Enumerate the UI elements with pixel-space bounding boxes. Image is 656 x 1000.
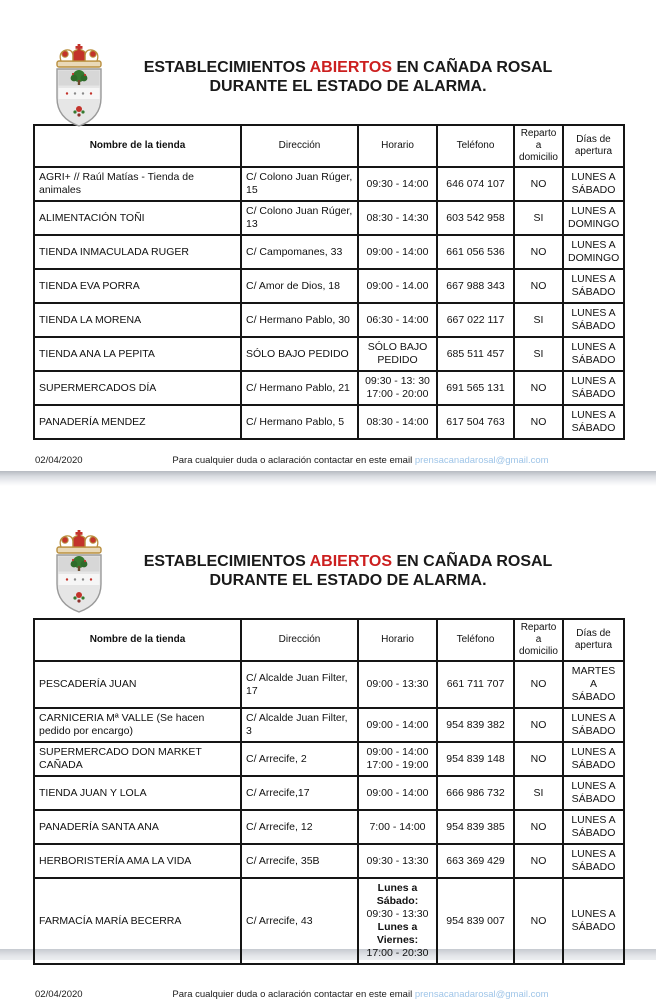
column-header-direccion: Dirección	[241, 619, 358, 661]
table-row	[34, 201, 624, 235]
cell-reparto: NO	[514, 810, 563, 844]
cell-direccion: C/ Arrecife, 43	[241, 878, 358, 964]
cell-dias: LUNES A SÁBADO	[563, 810, 624, 844]
column-header-dias: Días de apertura	[563, 619, 624, 661]
cell-dias: LUNES A SÁBADO	[563, 844, 624, 878]
page-header	[0, 0, 656, 124]
column-header-dias: Días de apertura	[563, 125, 624, 167]
cell-name: CARNICERIA Mª VALLE (Se hacen pedido por encargo)	[34, 708, 241, 742]
footer-email-link[interactable]: prensacanadarosal@gmail.com	[414, 455, 549, 466]
cell-telefono: 691 565 131	[437, 371, 514, 405]
cell-dias: LUNES A SÁBADO	[563, 269, 624, 303]
cell-telefono: 617 504 763	[437, 405, 514, 439]
table-row	[34, 776, 624, 810]
cell-reparto: SI	[514, 303, 563, 337]
cell-name: SUPERMERCADO DON MARKET CAÑADA	[34, 742, 241, 776]
cell-direccion: C/ Campomanes, 33	[241, 235, 358, 269]
cell-reparto: NO	[514, 167, 563, 201]
cell-dias: LUNES A SÁBADO	[563, 303, 624, 337]
document-title	[60, 552, 636, 590]
footer-message	[125, 455, 656, 466]
title-text-after: EN CAÑADA ROSAL	[392, 553, 553, 570]
column-header-name: Nombre de la tienda	[34, 619, 241, 661]
page-footer	[0, 455, 656, 466]
title-text-after: EN CAÑADA ROSAL	[392, 59, 553, 76]
horario-line: 17:00 - 20:30	[366, 947, 429, 959]
cell-direccion: C/ Hermano Pablo, 21	[241, 371, 358, 405]
horario-line: 09:30 - 13:30	[366, 908, 429, 920]
cell-direccion: SÓLO BAJO PEDIDO	[241, 337, 358, 371]
cell-horario: 09:30 - 13:30	[358, 844, 437, 878]
title-line2: DURANTE EL ESTADO DE ALARMA.	[209, 572, 487, 589]
column-header-horario: Horario	[358, 125, 437, 167]
cell-telefono: 661 711 707	[437, 661, 514, 708]
cell-horario: 09:00 - 14:00 17:00 - 19:00	[358, 742, 437, 776]
cell-direccion: C/ Arrecife, 35B	[241, 844, 358, 878]
cell-direccion: C/ Alcalde Juan Filter, 17	[241, 661, 358, 708]
table-row	[34, 661, 624, 708]
cell-dias: LUNES A SÁBADO	[563, 337, 624, 371]
cell-name: HERBORISTERÍA AMA LA VIDA	[34, 844, 241, 878]
cell-reparto: NO	[514, 708, 563, 742]
cell-horario: 06:30 - 14:00	[358, 303, 437, 337]
cell-dias: LUNES A SÁBADO	[563, 708, 624, 742]
horario-line: Lunes a Sábado:	[376, 882, 419, 907]
cell-reparto: NO	[514, 878, 563, 964]
table-row	[34, 405, 624, 439]
cell-reparto: NO	[514, 235, 563, 269]
page-break-divider	[0, 471, 656, 486]
table-row	[34, 742, 624, 776]
title-text: ESTABLECIMIENTOS	[143, 553, 310, 570]
page-2	[0, 486, 656, 1000]
cell-telefono: 661 056 536	[437, 235, 514, 269]
table-row	[34, 235, 624, 269]
cell-name: TIENDA LA MORENA	[34, 303, 241, 337]
cell-telefono: 667 022 117	[437, 303, 514, 337]
cell-horario: 09:30 - 13: 30 17:00 - 20:00	[358, 371, 437, 405]
table-header-row	[34, 619, 624, 661]
cell-horario: 09:00 - 14:00	[358, 235, 437, 269]
table-header-row	[34, 125, 624, 167]
table-row	[34, 878, 624, 964]
title-text: ESTABLECIMIENTOS	[143, 59, 310, 76]
page-header	[0, 486, 656, 618]
cell-telefono: 646 074 107	[437, 167, 514, 201]
cell-reparto: NO	[514, 742, 563, 776]
cell-horario: 09:00 - 14:00	[358, 776, 437, 810]
cell-dias: MARTES A SÁBADO	[563, 661, 624, 708]
horario-line: Lunes a Viernes:	[376, 921, 419, 946]
cell-name: SUPERMERCADOS DÍA	[34, 371, 241, 405]
cell-telefono: 663 369 429	[437, 844, 514, 878]
cell-horario: 08:30 - 14:30	[358, 201, 437, 235]
shops-table-page2	[33, 618, 625, 965]
page-footer	[0, 989, 656, 1000]
cell-horario: 09:00 - 13:30	[358, 661, 437, 708]
cell-reparto: NO	[514, 405, 563, 439]
document-title	[60, 58, 636, 96]
cell-name: TIENDA JUAN Y LOLA	[34, 776, 241, 810]
cell-reparto: SI	[514, 337, 563, 371]
column-header-name: Nombre de la tienda	[34, 125, 241, 167]
page-1	[0, 0, 656, 471]
title-abiertos-highlight: ABIERTOS	[309, 59, 393, 76]
title-abiertos-highlight: ABIERTOS	[309, 553, 393, 570]
cell-direccion: C/ Hermano Pablo, 30	[241, 303, 358, 337]
cell-name: TIENDA INMACULADA RUGER	[34, 235, 241, 269]
cell-direccion: C/ Alcalde Juan Filter, 3	[241, 708, 358, 742]
cell-telefono: 954 839 382	[437, 708, 514, 742]
cell-horario: 08:30 - 14:00	[358, 405, 437, 439]
footer-date: 02/04/2020	[35, 455, 83, 466]
cell-direccion: C/ Arrecife,17	[241, 776, 358, 810]
cell-telefono: 666 986 732	[437, 776, 514, 810]
table-row	[34, 844, 624, 878]
cell-name: PANADERÍA MENDEZ	[34, 405, 241, 439]
footer-message-text: Para cualquier duda o aclaración contactar en este email	[172, 989, 415, 1000]
cell-telefono: 603 542 958	[437, 201, 514, 235]
cell-direccion: C/ Colono Juan Rúger, 15	[241, 167, 358, 201]
cell-reparto: NO	[514, 269, 563, 303]
table-row	[34, 810, 624, 844]
cell-direccion: C/ Arrecife, 2	[241, 742, 358, 776]
cell-dias: LUNES A SÁBADO	[563, 776, 624, 810]
cell-name: FARMACÍA MARÍA BECERRA	[34, 878, 241, 964]
column-header-telefono: Teléfono	[437, 619, 514, 661]
table-row	[34, 167, 624, 201]
column-header-horario: Horario	[358, 619, 437, 661]
table-row	[34, 708, 624, 742]
cell-reparto: SI	[514, 776, 563, 810]
footer-email-link[interactable]: prensacanadarosal@gmail.com	[414, 989, 549, 1000]
cell-direccion: C/ Arrecife, 12	[241, 810, 358, 844]
footer-message	[125, 989, 656, 1000]
cell-reparto: SI	[514, 201, 563, 235]
cell-horario: 09:30 - 14:00	[358, 167, 437, 201]
cell-name: AGRI+ // Raúl Matías - Tienda de animales	[34, 167, 241, 201]
footer-date: 02/04/2020	[35, 989, 83, 1000]
table-row	[34, 269, 624, 303]
cell-horario: 7:00 - 14:00	[358, 810, 437, 844]
column-header-reparto: Reparto a domicilio	[514, 125, 563, 167]
cell-name: PESCADERÍA JUAN	[34, 661, 241, 708]
cell-horario: 09:00 - 14.00	[358, 269, 437, 303]
cell-dias: LUNES A SÁBADO	[563, 167, 624, 201]
cell-reparto: NO	[514, 661, 563, 708]
cell-dias: LUNES A SÁBADO	[563, 742, 624, 776]
cell-dias: LUNES A DOMINGO	[563, 201, 624, 235]
cell-dias: LUNES A DOMINGO	[563, 235, 624, 269]
cell-telefono: 667 988 343	[437, 269, 514, 303]
title-line2: DURANTE EL ESTADO DE ALARMA.	[209, 78, 487, 95]
cell-dias: LUNES A SÁBADO	[563, 405, 624, 439]
cell-telefono: 954 839 007	[437, 878, 514, 964]
footer-message-text: Para cualquier duda o aclaración contactar en este email	[172, 455, 415, 466]
shops-table-page1	[33, 124, 625, 440]
cell-direccion: C/ Hermano Pablo, 5	[241, 405, 358, 439]
cell-telefono: 685 511 457	[437, 337, 514, 371]
column-header-direccion: Dirección	[241, 125, 358, 167]
column-header-telefono: Teléfono	[437, 125, 514, 167]
crown-icon	[57, 530, 101, 553]
cell-name: TIENDA ANA LA PEPITA	[34, 337, 241, 371]
cell-name: PANADERÍA SANTA ANA	[34, 810, 241, 844]
cell-reparto: NO	[514, 371, 563, 405]
cell-reparto: NO	[514, 844, 563, 878]
cell-horario: SÓLO BAJO PEDIDO	[358, 337, 437, 371]
cell-dias: LUNES A SÁBADO	[563, 878, 624, 964]
cell-direccion: C/ Colono Juan Rúger, 13	[241, 201, 358, 235]
table-row	[34, 303, 624, 337]
cell-horario	[358, 878, 437, 964]
cell-telefono: 954 839 385	[437, 810, 514, 844]
cell-name: ALIMENTACIÓN TOÑI	[34, 201, 241, 235]
table-row	[34, 371, 624, 405]
cell-dias: LUNES A SÁBADO	[563, 371, 624, 405]
table-row	[34, 337, 624, 371]
cell-horario: 09:00 - 14:00	[358, 708, 437, 742]
cell-name: TIENDA EVA PORRA	[34, 269, 241, 303]
cell-telefono: 954 839 148	[437, 742, 514, 776]
cell-direccion: C/ Amor de Dios, 18	[241, 269, 358, 303]
column-header-reparto: Reparto a domicilio	[514, 619, 563, 661]
